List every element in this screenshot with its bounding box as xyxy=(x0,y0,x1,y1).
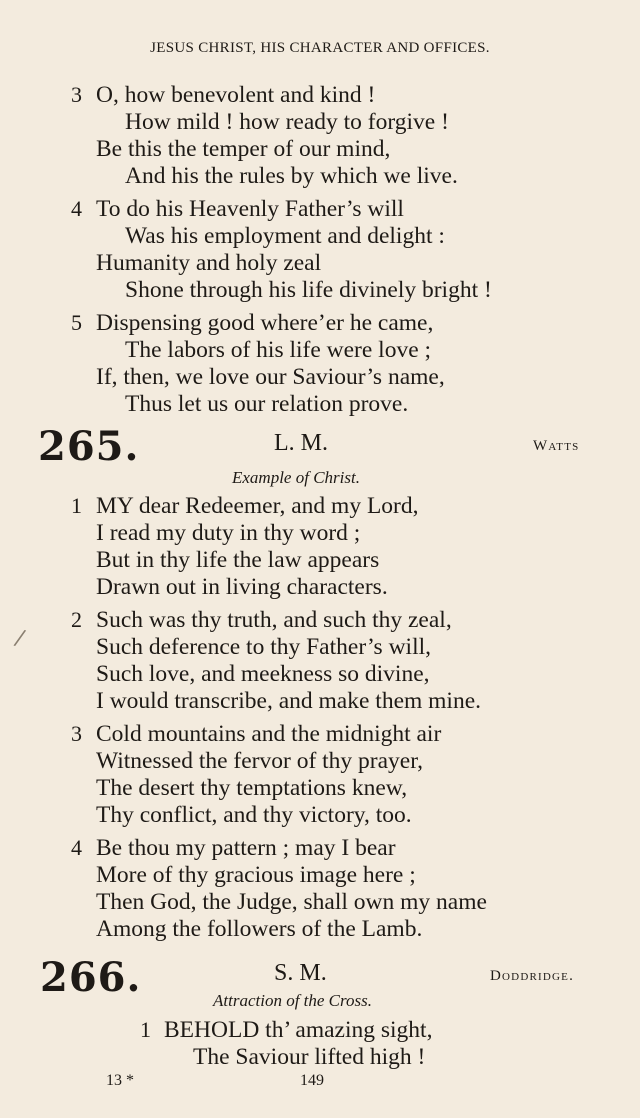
stanza-number: 2 xyxy=(71,607,82,632)
verse-line: The desert thy temptations knew, xyxy=(96,775,408,801)
verse-line: Then God, the Judge, shall own my name xyxy=(96,889,487,915)
margin-pencil-mark: / xyxy=(12,625,28,652)
verse-line: To do his Heavenly Father’s will xyxy=(96,196,404,222)
hymn-author: Watts xyxy=(533,438,580,454)
stanza-number: 1 xyxy=(140,1017,151,1042)
stanza-number: 3 xyxy=(71,721,82,746)
verse-line: More of thy gracious image here ; xyxy=(96,862,416,888)
verse-line: Drawn out in living characters. xyxy=(96,574,388,600)
verse-line: Such was thy truth, and such thy zeal, xyxy=(96,607,452,633)
page-number: 149 xyxy=(300,1072,324,1089)
verse-line: Be this the temper of our mind, xyxy=(96,136,391,162)
stanza-number: 5 xyxy=(71,310,82,335)
verse-line: Humanity and holy zeal xyxy=(96,250,322,276)
signature-mark: 13 * xyxy=(106,1072,134,1089)
verse-line: Was his employment and delight : xyxy=(125,223,445,249)
verse-line: The labors of his life were love ; xyxy=(125,337,432,363)
verse-line: Shone through his life divinely bright ! xyxy=(125,277,492,303)
verse-line: Dispensing good where’er he came, xyxy=(96,310,434,336)
stanza-number: 4 xyxy=(71,196,82,221)
verse-line: MY dear Redeemer, and my Lord, xyxy=(96,493,419,519)
verse-line: I read my duty in thy word ; xyxy=(96,520,361,546)
verse-line: Thy conflict, and thy victory, too. xyxy=(96,802,412,828)
verse-line: I would transcribe, and make them mine. xyxy=(96,688,482,714)
hymn-subtitle: Attraction of the Cross. xyxy=(213,991,372,1010)
verse-line: Such love, and meekness so divine, xyxy=(96,661,430,687)
verse-line: Such deference to thy Father’s will, xyxy=(96,634,432,660)
verse-line: Among the followers of the Lamb. xyxy=(96,916,423,942)
stanza-number: 1 xyxy=(71,493,82,518)
hymn-number: 265. xyxy=(38,423,140,470)
hymn-meter: L. M. xyxy=(274,430,328,456)
verse-line: Be thou my pattern ; may I bear xyxy=(96,835,396,861)
verse-line: How mild ! how ready to forgive ! xyxy=(125,109,449,135)
hymn-author: Doddridge. xyxy=(490,968,575,984)
hymn-subtitle: Example of Christ. xyxy=(232,468,360,487)
verse-line: O, how benevolent and kind ! xyxy=(96,82,376,108)
verse-line: The Saviour lifted high ! xyxy=(193,1044,426,1070)
verse-line: But in thy life the law appears xyxy=(96,547,380,573)
verse-line: Witnessed the fervor of thy prayer, xyxy=(96,748,423,774)
hymn-number: 266. xyxy=(40,954,142,1001)
verse-line: And his the rules by which we live. xyxy=(125,163,458,189)
verse-line: Cold mountains and the midnight air xyxy=(96,721,442,747)
hymn-meter: S. M. xyxy=(274,960,327,986)
running-header: JESUS CHRIST, HIS CHARACTER AND OFFICES. xyxy=(150,40,490,56)
verse-line: BEHOLD th’ amazing sight, xyxy=(164,1017,433,1043)
stanza-number: 3 xyxy=(71,82,82,107)
verse-line: If, then, we love our Saviour’s name, xyxy=(96,364,445,390)
stanza-number: 4 xyxy=(71,835,82,860)
verse-line: Thus let us our relation prove. xyxy=(125,391,409,417)
